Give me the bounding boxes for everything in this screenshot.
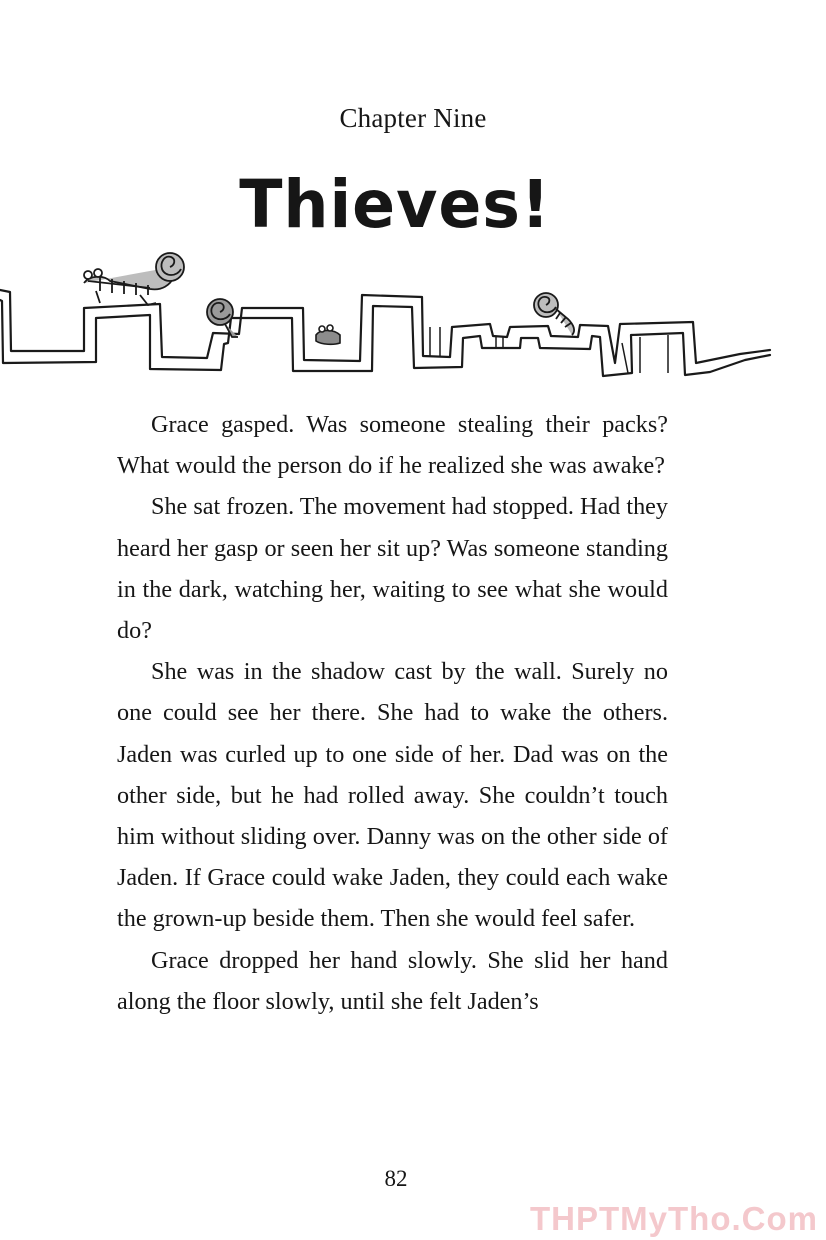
paragraph: Grace gasped. Was someone stealing their packs? What would the person do if he realized she was awake? — [117, 411, 668, 480]
rooftop-chameleon-illustration — [0, 245, 826, 395]
paragraph: She was in the shadow cast by the wall. Surely no one could see her there. She had to wake the others. Jaden was curled up to one side of her. Dad was on the other side, but he had rolled away. She couldn’t touch him without sliding over. Danny was on the other side of Jaden. If Grace could wake Jaden, they could each wake the grown-up beside them. Then she would feel safer. — [117, 658, 668, 933]
chapter-body — [117, 404, 668, 1022]
chameleon-3 — [316, 325, 340, 344]
paragraph: Grace dropped her hand slowly. She slid her hand along the floor slowly, until she felt Jaden’s — [117, 946, 668, 1015]
chapter-title: Thieves! — [239, 166, 551, 243]
paragraph: She sat frozen. The movement had stopped. Had they heard her gasp or seen her sit up? Was someone standing in the dark, watching her, waiting to see what she would do? — [117, 493, 668, 645]
chameleon-1 — [84, 253, 184, 305]
chapter-label: Chapter Nine — [339, 103, 487, 133]
page-number: 82 — [384, 1166, 408, 1191]
skyline-outline-bottom — [0, 300, 770, 376]
skyline-outline-top — [0, 290, 770, 363]
watermark: THPTMyTho.Com — [530, 1200, 818, 1237]
chameleon-4 — [534, 293, 574, 335]
